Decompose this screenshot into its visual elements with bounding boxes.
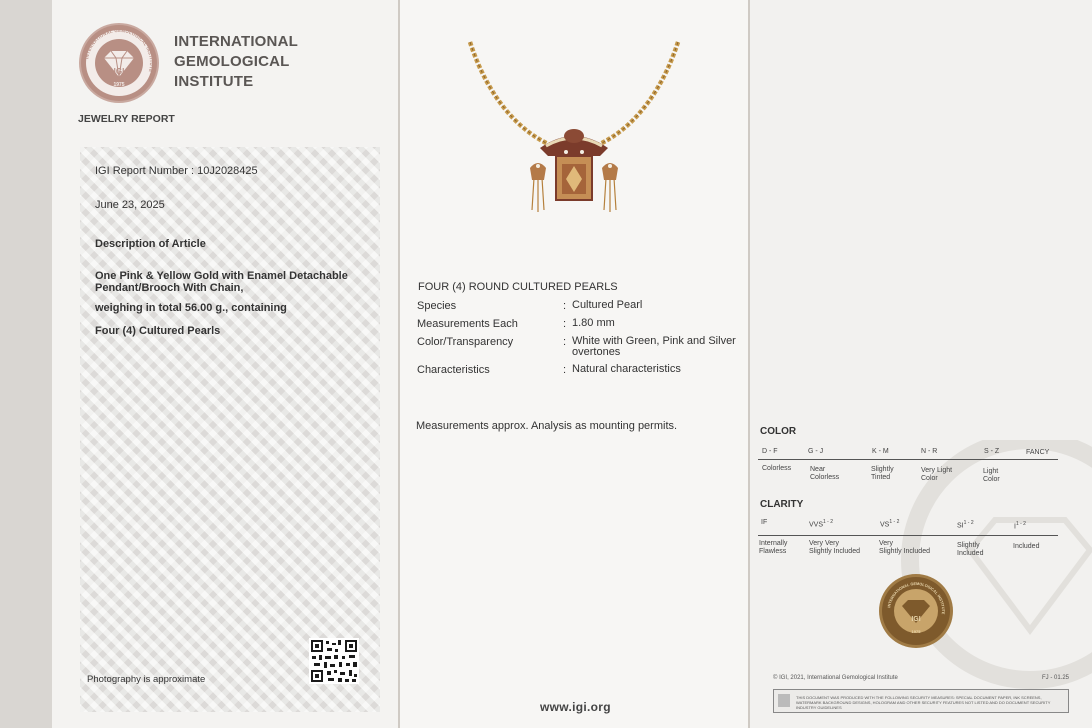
clarity-grade: $I^{1 - 2}$ <box>1014 521 1026 531</box>
color-desc: Light Color <box>983 468 1000 483</box>
clarity-grade: SI$^{1 - 2}$ <box>957 520 974 530</box>
right-panel <box>750 0 1092 728</box>
report-number: IGI Report Number : 10J2028425 <box>95 165 258 177</box>
gold-seal-year: 1975 <box>911 629 921 634</box>
row-colon: : <box>563 364 567 376</box>
row-colon: : <box>563 300 567 312</box>
clarity-grade: VVS$^{1 - 2}$ <box>809 519 834 529</box>
security-notice-text: THIS DOCUMENT WAS PRODUCED WITH THE FOLLOWING SECURITY MEASURES: SPECIAL DOCUMENT PAPER, INK SCREENS, WATERMARK BACKGROUND DESIGNS, HOLOGRAM AND OTHER SECURITY FEATURES NOT LISTED AND DO DOCUMENT SECURITY INDUSTRY GUIDELINES <box>796 695 1051 710</box>
organization-name <box>174 32 298 92</box>
description-line2: Pendant/Brooch With Chain, <box>95 282 244 294</box>
weight-line: weighing in total 56.00 g., containing <box>95 302 287 314</box>
row-value: White with Green, Pink and Silver overtones <box>572 335 736 358</box>
clarity-scale-title: CLARITY <box>760 499 804 510</box>
row-label: Characteristics <box>417 364 490 376</box>
row-value: 1.80 mm <box>572 317 615 329</box>
seal-ring-text: INTERNATIONAL GEMOLOGICAL INSTITUTE <box>84 27 155 73</box>
gold-seal-ring-text: INTERNATIONAL GEMOLOGICAL INSTITUTE <box>887 581 946 615</box>
jewelry-photo <box>460 38 688 218</box>
measurement-note: Measurements approx. Analysis as mounting permits. <box>416 420 678 432</box>
clarity-desc: Very Very Slightly Included <box>809 540 860 555</box>
analysis-title: FOUR (4) ROUND CULTURED PEARLS <box>418 281 618 293</box>
color-grade: G - J <box>808 448 824 455</box>
description-line1: One Pink & Yellow Gold with Enamel Detachable <box>95 270 348 282</box>
org-name-line3: INSTITUTE <box>174 73 254 90</box>
color-desc: Colorless <box>762 465 792 472</box>
clarity-desc: Very Slightly Included <box>879 540 930 555</box>
row-colon: : <box>563 318 567 330</box>
color-grade: FANCY <box>1026 449 1050 456</box>
copyright-text: © IGI, 2021, International Gemological Institute <box>773 675 898 681</box>
row-value: Natural characteristics <box>572 363 681 375</box>
photo-note: Photography is approximate <box>87 674 206 685</box>
clarity-scale-line <box>758 535 1058 536</box>
website-link[interactable]: www.igi.org <box>540 700 611 714</box>
igi-seal-logo-icon <box>78 22 160 104</box>
clarity-desc: Included <box>1013 543 1040 550</box>
row-label: Measurements Each <box>417 318 518 330</box>
security-notice-box <box>773 689 1069 713</box>
clarity-grade: IF <box>761 519 768 526</box>
middle-panel <box>400 0 748 728</box>
color-scale-line <box>758 459 1058 460</box>
clarity-desc: Internally Flawless <box>759 540 788 555</box>
row-label: Color/Transparency <box>417 336 514 348</box>
color-desc: Near Colorless <box>810 466 840 481</box>
color-desc: Very Light Color <box>921 467 953 482</box>
color-scale-title: COLOR <box>760 426 797 437</box>
document-icon <box>778 694 790 707</box>
row-value: Cultured Pearl <box>572 299 643 311</box>
clarity-desc: Slightly Included <box>957 542 984 557</box>
org-name-line1: INTERNATIONAL <box>174 33 298 50</box>
row-colon: : <box>563 336 567 348</box>
seal-year-label: 1975 <box>113 82 125 88</box>
report-type: JEWELRY REPORT <box>78 113 175 125</box>
seal-mark-label: IGI <box>113 67 125 76</box>
security-pattern-background <box>80 147 380 712</box>
left-panel <box>52 0 398 728</box>
clarity-grade: VS$^{1 - 2}$ <box>880 519 900 529</box>
embossed-gold-seal-icon <box>875 573 957 649</box>
color-grade: S - Z <box>984 448 1000 455</box>
form-code: FJ - 01.25 <box>1042 675 1070 681</box>
description-heading: Description of Article <box>95 238 206 250</box>
color-desc: Slightly Tinted <box>871 466 894 481</box>
gold-seal-mark: IGI <box>911 616 921 623</box>
qr-code[interactable] <box>309 638 359 684</box>
row-label: Species <box>417 300 457 312</box>
color-grade: N - R <box>921 448 938 455</box>
color-grade: D - F <box>762 448 778 455</box>
report-date: June 23, 2025 <box>95 199 165 211</box>
stones-line: Four (4) Cultured Pearls <box>95 325 221 337</box>
org-name-line2: GEMOLOGICAL <box>174 53 290 70</box>
color-grade: K - M <box>872 448 889 455</box>
